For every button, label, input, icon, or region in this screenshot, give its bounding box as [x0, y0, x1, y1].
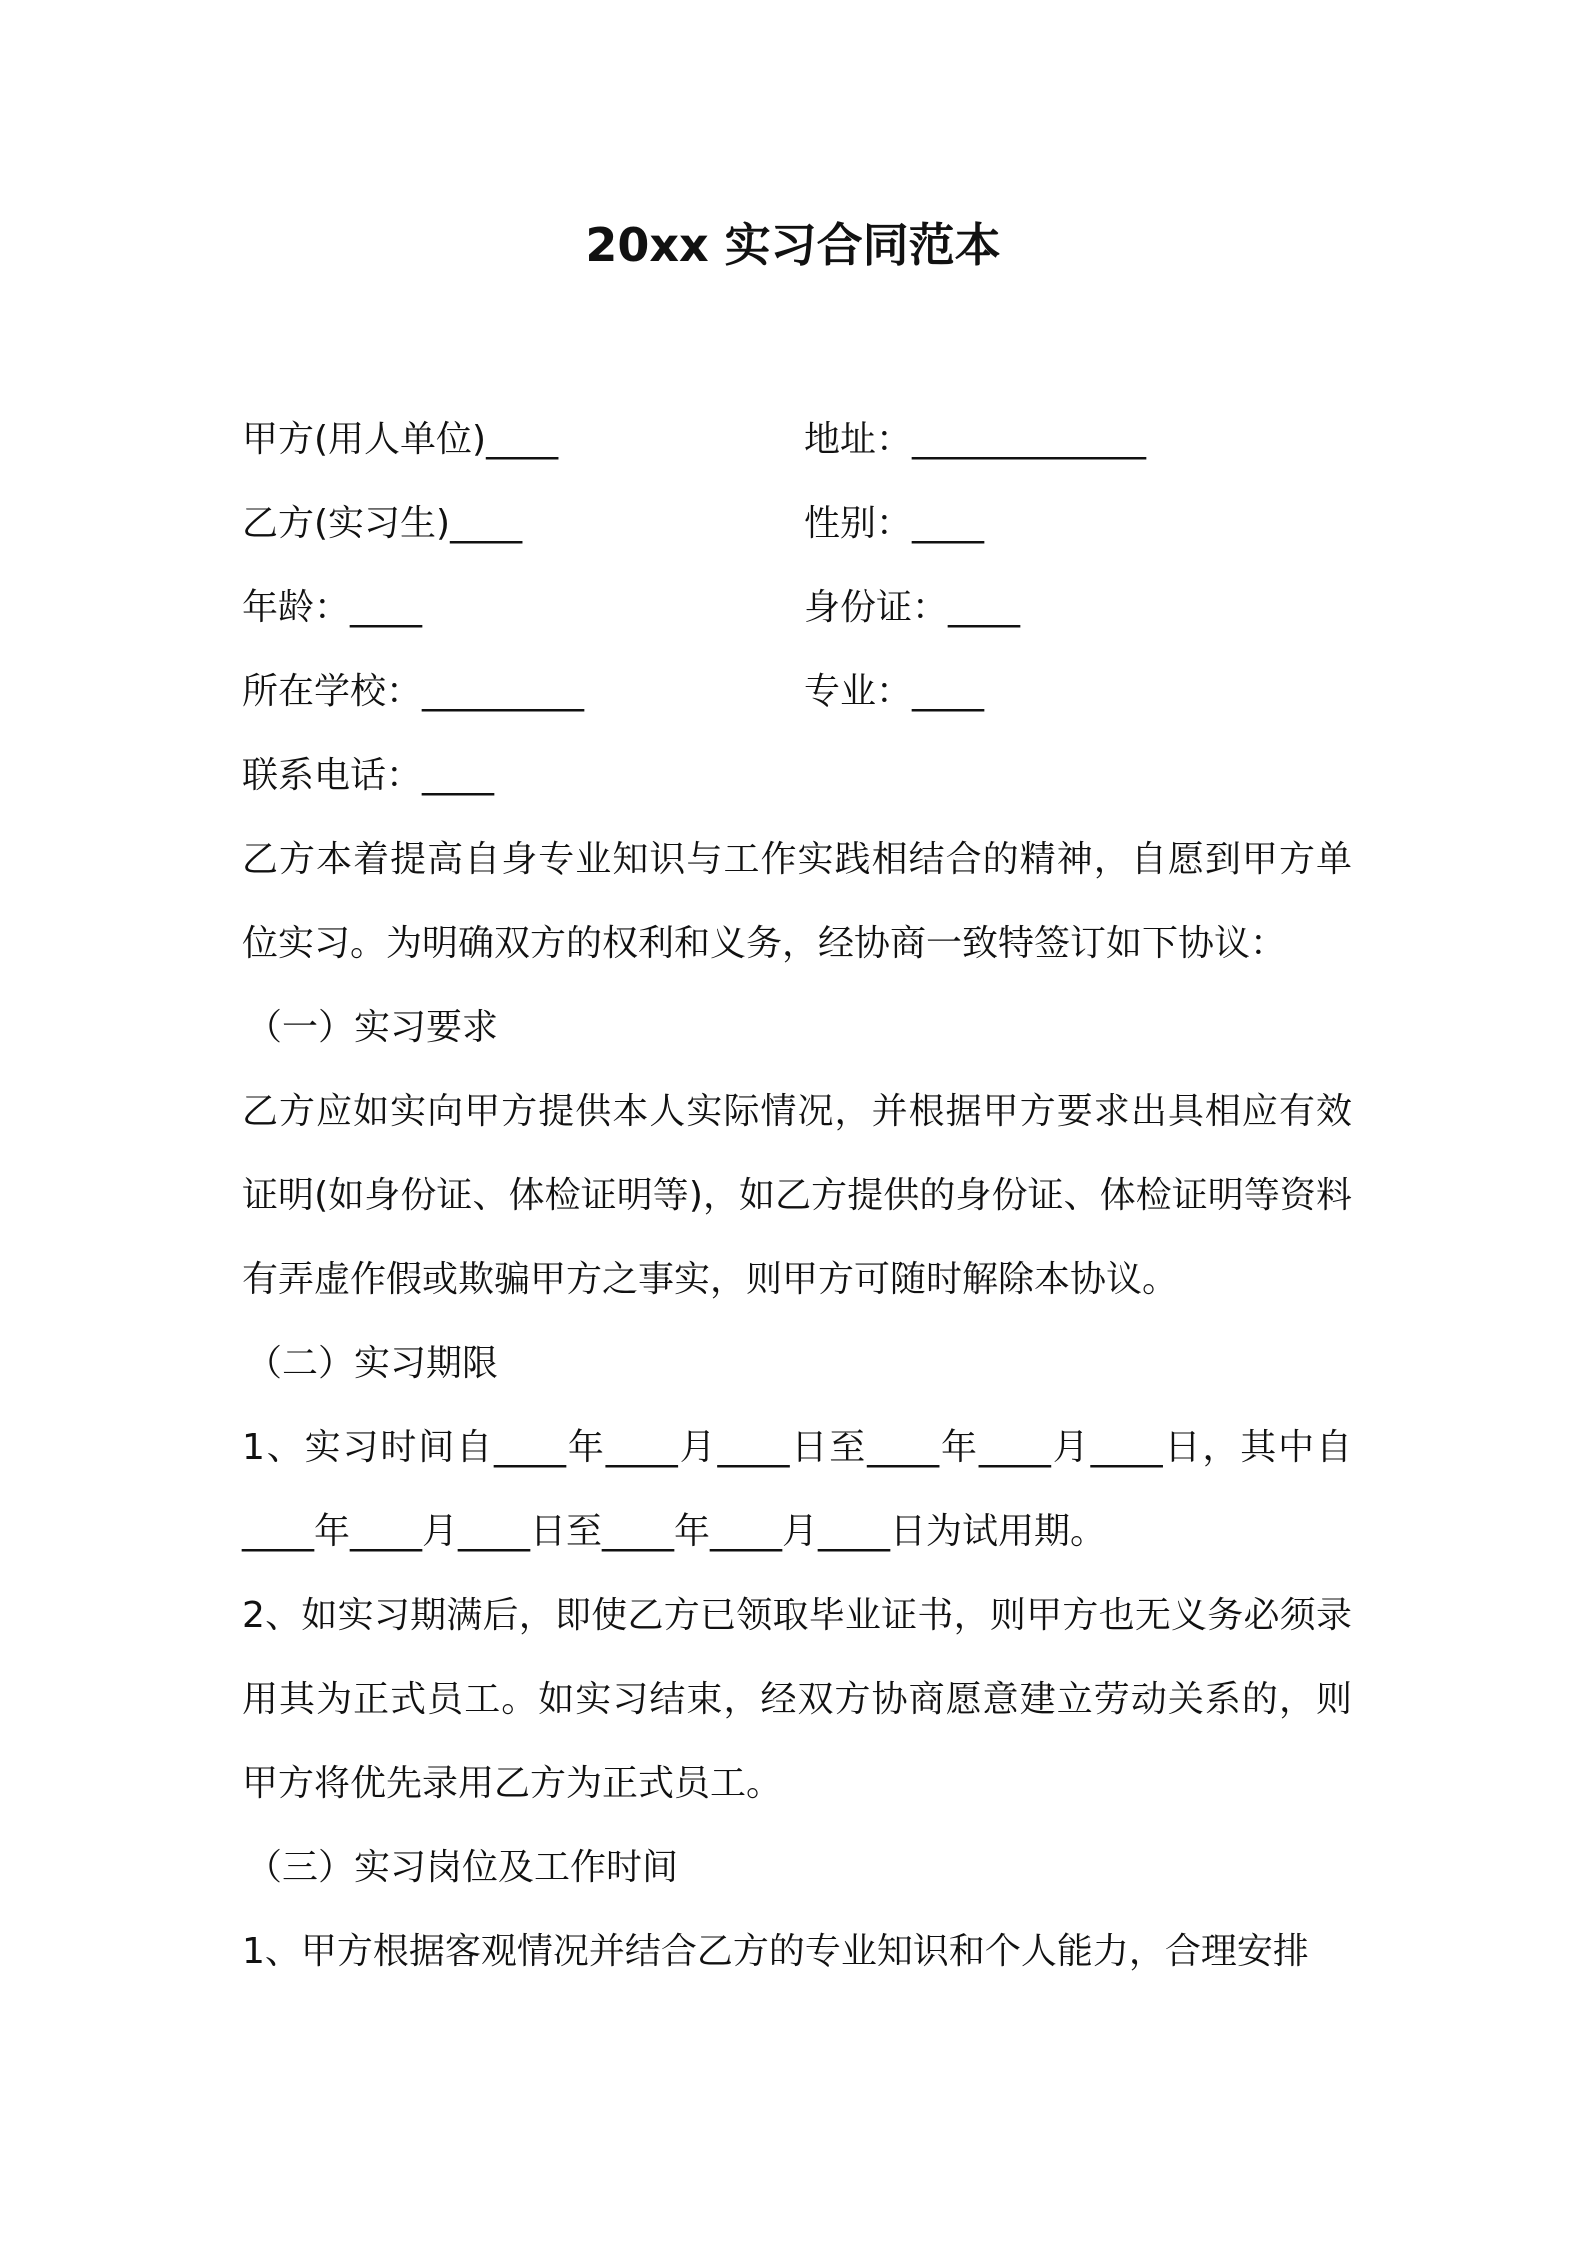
- info-row: [242, 566, 1352, 650]
- section-paragraph: 乙方应如实向甲方提供本人实际情况，并根据甲方要求出具相应有效证明(如身份证、体检证明等)，如乙方提供的身份证、体检证明等资料有弄虚作假或欺骗甲方之事实，则甲方可随时解除本协议。: [242, 1091, 1352, 1300]
- section-heading: （一）实习要求: [246, 1007, 499, 1048]
- age-field: 年龄：____: [242, 587, 423, 628]
- section-heading: （二）实习期限: [246, 1343, 499, 1384]
- address-field: 地址：_____________: [804, 419, 1147, 460]
- empty-field: [804, 734, 1352, 818]
- major-field: 专业：____: [804, 671, 985, 712]
- document-body: [242, 398, 1352, 1994]
- school-field: 所在学校：_________: [242, 671, 585, 712]
- info-row: [242, 398, 1352, 482]
- info-row: [242, 650, 1352, 734]
- section-paragraph: 1、甲方根据客观情况并结合乙方的专业知识和个人能力，合理安排: [242, 1931, 1309, 1972]
- section-paragraph: 1、实习时间自____年____月____日至____年____月____日，其中自____年____月____日至____年____月____日为试用期。: [242, 1427, 1352, 1552]
- intro-paragraph: 乙方本着提高自身专业知识与工作实践相结合的精神，自愿到甲方单位实习。为明确双方的权利和义务，经协商一致特签订如下协议：: [242, 839, 1352, 964]
- phone-field: 联系电话：____: [242, 755, 495, 796]
- info-row: [242, 482, 1352, 566]
- gender-field: 性别：____: [804, 503, 985, 544]
- id-card-field: 身份证：____: [804, 587, 1021, 628]
- section-paragraph: 2、如实习期满后，即使乙方已领取毕业证书，则甲方也无义务必须录用其为正式员工。如实习结束，经双方协商愿意建立劳动关系的，则甲方将优先录用乙方为正式员工。: [242, 1595, 1352, 1804]
- employer-field: 甲方(用人单位)____: [242, 419, 559, 460]
- intern-field: 乙方(实习生)____: [242, 503, 523, 544]
- section-heading: （三）实习岗位及工作时间: [246, 1847, 679, 1888]
- info-row: [242, 734, 1352, 818]
- document-title: 20xx 实习合同范本: [585, 218, 1001, 272]
